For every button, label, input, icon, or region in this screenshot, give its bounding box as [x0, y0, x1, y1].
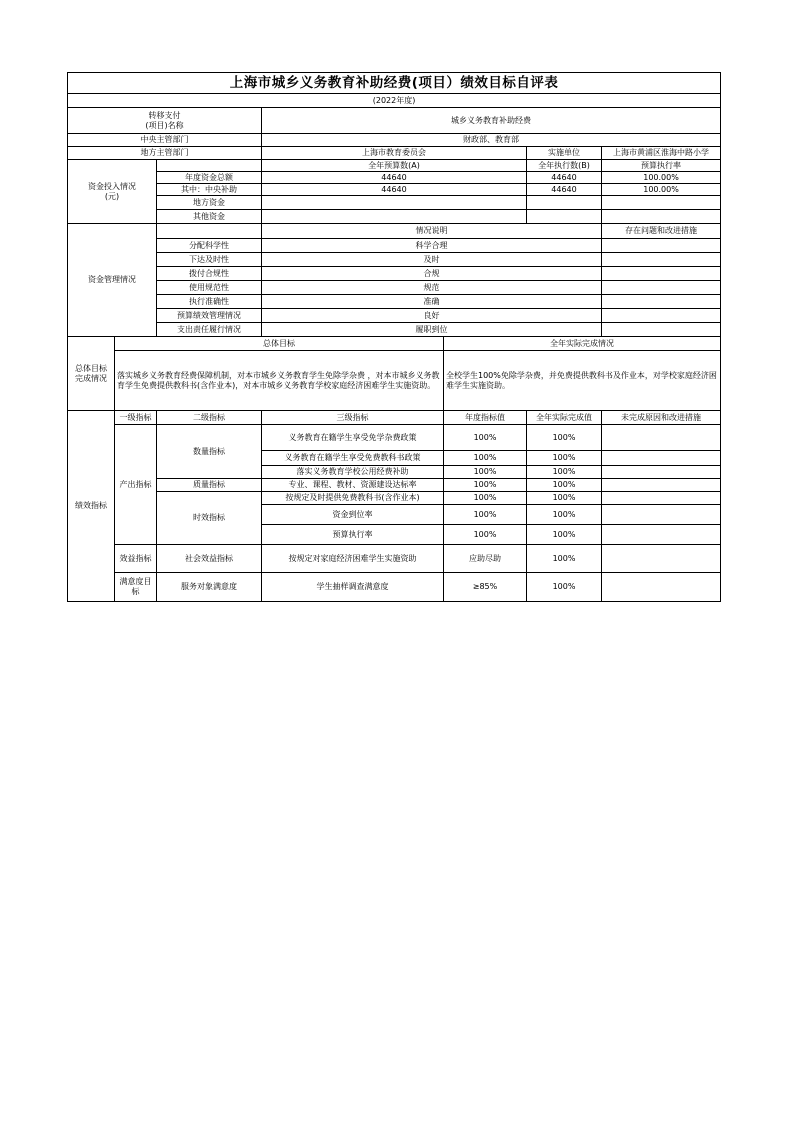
- fiscal-year: (2022年度): [68, 94, 721, 108]
- mgmt-row-desc: 履职到位: [262, 323, 602, 337]
- perf-reason: [602, 545, 721, 573]
- funds-rate: [602, 196, 721, 210]
- perf-target: 100%: [444, 425, 527, 451]
- mgmt-row-label: 使用规范性: [157, 281, 262, 295]
- perf-reason: [602, 573, 721, 602]
- mgmt-row-issue: [602, 281, 721, 295]
- impl-unit: 上海市黄浦区淮海中路小学: [602, 147, 721, 160]
- impl-unit-label: 实施单位: [527, 147, 602, 160]
- perf-reason: [602, 466, 721, 479]
- mgmt-row-issue: [602, 323, 721, 337]
- perf-reason: [602, 425, 721, 451]
- mgmt-row-desc: 规范: [262, 281, 602, 295]
- funds-section-label: [68, 160, 157, 224]
- goals-section-label-line2: 完成情况: [75, 373, 107, 383]
- hdr-l2: 二级指标: [157, 411, 262, 425]
- perf-l3: 义务教育在籍学生享受免费教科书政策: [262, 451, 444, 466]
- perf-section-label: 绩效指标: [68, 411, 115, 602]
- funds-rate: [602, 210, 721, 224]
- perf-actual: 100%: [527, 573, 602, 602]
- benefit-label: 效益指标: [115, 545, 157, 573]
- goals-section-label: [68, 337, 115, 411]
- central-dept-label: 中央主管部门: [68, 134, 262, 147]
- col-actual: 全年实际完成情况: [444, 337, 721, 351]
- funds-row-label: 年度资金总额: [157, 172, 262, 184]
- perf-l3: 义务教育在籍学生享受免学杂费政策: [262, 425, 444, 451]
- perf-target: ≥85%: [444, 573, 527, 602]
- local-dept-label: 地方主管部门: [68, 147, 262, 160]
- funds-budget: [262, 210, 527, 224]
- col-rate: 预算执行率: [602, 160, 721, 172]
- funds-row-label: 地方资金: [157, 196, 262, 210]
- perf-l3: 落实义务教育学校公用经费补助: [262, 466, 444, 479]
- funds-header-blank: [157, 160, 262, 172]
- hdr-l1: 一级指标: [115, 411, 157, 425]
- col-desc: 情况说明: [262, 224, 602, 239]
- perf-actual: 100%: [527, 505, 602, 525]
- perf-actual: 100%: [527, 545, 602, 573]
- perf-l3: 预算执行率: [262, 525, 444, 545]
- project-name-label: [68, 108, 262, 134]
- perf-target: 100%: [444, 525, 527, 545]
- perf-target: 100%: [444, 451, 527, 466]
- table-title: 上海市城乡义务教育补助经费(项目）绩效目标自评表: [68, 73, 721, 94]
- hdr-actual: 全年实际完成值: [527, 411, 602, 425]
- perf-actual: 100%: [527, 492, 602, 505]
- perf-actual: 100%: [527, 425, 602, 451]
- mgmt-row-issue: [602, 253, 721, 267]
- perf-reason: [602, 525, 721, 545]
- perf-target: 应助尽助: [444, 545, 527, 573]
- quantity-label: 数量指标: [157, 425, 262, 479]
- perf-l3: 专业、课程、教材、资源建设达标率: [262, 479, 444, 492]
- mgmt-row-label: 拨付合规性: [157, 267, 262, 281]
- perf-l3: 资金到位率: [262, 505, 444, 525]
- service-label: 服务对象满意度: [157, 573, 262, 602]
- perf-l3: 按规定及时提供免费教科书(含作业本): [262, 492, 444, 505]
- perf-reason: [602, 451, 721, 466]
- perf-target: 100%: [444, 492, 527, 505]
- funds-exec: [527, 210, 602, 224]
- hdr-target: 年度指标值: [444, 411, 527, 425]
- mgmt-row-label: 执行准确性: [157, 295, 262, 309]
- perf-reason: [602, 505, 721, 525]
- quality-label: 质量指标: [157, 479, 262, 492]
- mgmt-row-desc: 合规: [262, 267, 602, 281]
- perf-actual: 100%: [527, 451, 602, 466]
- col-issue: 存在问题和改进措施: [602, 224, 721, 239]
- funds-budget: 44640: [262, 172, 527, 184]
- perf-reason: [602, 479, 721, 492]
- perf-target: 100%: [444, 479, 527, 492]
- mgmt-row-desc: 科学合理: [262, 239, 602, 253]
- funds-row-label: 其他资金: [157, 210, 262, 224]
- perf-actual: 100%: [527, 466, 602, 479]
- perf-reason: [602, 492, 721, 505]
- perf-actual: 100%: [527, 479, 602, 492]
- project-name-label-line1: 转移支付: [148, 110, 181, 120]
- social-label: 社会效益指标: [157, 545, 262, 573]
- funds-budget: [262, 196, 527, 210]
- funds-section-label-line2: (元): [104, 191, 120, 201]
- mgmt-row-issue: [602, 267, 721, 281]
- perf-l3: 按规定对家庭经济困难学生实施资助: [262, 545, 444, 573]
- goals-section-label-line1: 总体目标: [75, 363, 107, 373]
- funds-exec: [527, 196, 602, 210]
- mgmt-row-label: 下达及时性: [157, 253, 262, 267]
- satisfaction-label: [115, 573, 157, 602]
- satisfaction-label-line2: 标: [131, 587, 140, 596]
- perf-l3: 学生抽样调查满意度: [262, 573, 444, 602]
- goal-text: 落实城乡义务教育经费保障机制，对本市城乡义务教育学生免除学杂费 ，对本市城乡义务教育学生免费提供教科书(含作业本)，对本市城乡义务教育学校家庭经济困难学生实施资助。: [115, 351, 444, 411]
- mgmt-row-issue: [602, 239, 721, 253]
- funds-exec: 44640: [527, 172, 602, 184]
- mgmt-row-issue: [602, 295, 721, 309]
- local-dept: 上海市教育委员会: [262, 147, 527, 160]
- funds-budget: 44640: [262, 184, 527, 196]
- perf-target: 100%: [444, 505, 527, 525]
- perf-target: 100%: [444, 466, 527, 479]
- hdr-reason: 未完成原因和改进措施: [602, 411, 721, 425]
- col-goal: 总体目标: [115, 337, 444, 351]
- project-name-label-line2: (项目)名称: [145, 120, 184, 130]
- performance-self-evaluation-table: [67, 72, 721, 602]
- actual-text: 全校学生100%免除学杂费，并免费提供教科书及作业本，对学校家庭经济困难学生实施资助。: [444, 351, 721, 411]
- mgmt-row-label: 分配科学性: [157, 239, 262, 253]
- satisfaction-label-line1: 满意度目: [119, 577, 152, 586]
- mgmt-header-blank: [157, 224, 262, 239]
- mgmt-section-label: 资金管理情况: [68, 224, 157, 337]
- funds-exec: 44640: [527, 184, 602, 196]
- funds-section-label-line1: 资金投入情况: [88, 181, 136, 191]
- col-exec: 全年执行数(B): [527, 160, 602, 172]
- project-name: 城乡义务教育补助经费: [262, 108, 721, 134]
- col-budget: 全年预算数(A): [262, 160, 527, 172]
- mgmt-row-issue: [602, 309, 721, 323]
- mgmt-row-desc: 及时: [262, 253, 602, 267]
- mgmt-row-label: 支出责任履行情况: [157, 323, 262, 337]
- mgmt-row-label: 预算绩效管理情况: [157, 309, 262, 323]
- funds-rate: 100.00%: [602, 172, 721, 184]
- perf-actual: 100%: [527, 525, 602, 545]
- mgmt-row-desc: 准确: [262, 295, 602, 309]
- mgmt-row-desc: 良好: [262, 309, 602, 323]
- timeliness-label: 时效指标: [157, 492, 262, 545]
- hdr-l3: 三级指标: [262, 411, 444, 425]
- central-dept: 财政部、教育部: [262, 134, 721, 147]
- funds-row-label: 其中：中央补助: [157, 184, 262, 196]
- output-label: 产出指标: [115, 425, 157, 545]
- funds-rate: 100.00%: [602, 184, 721, 196]
